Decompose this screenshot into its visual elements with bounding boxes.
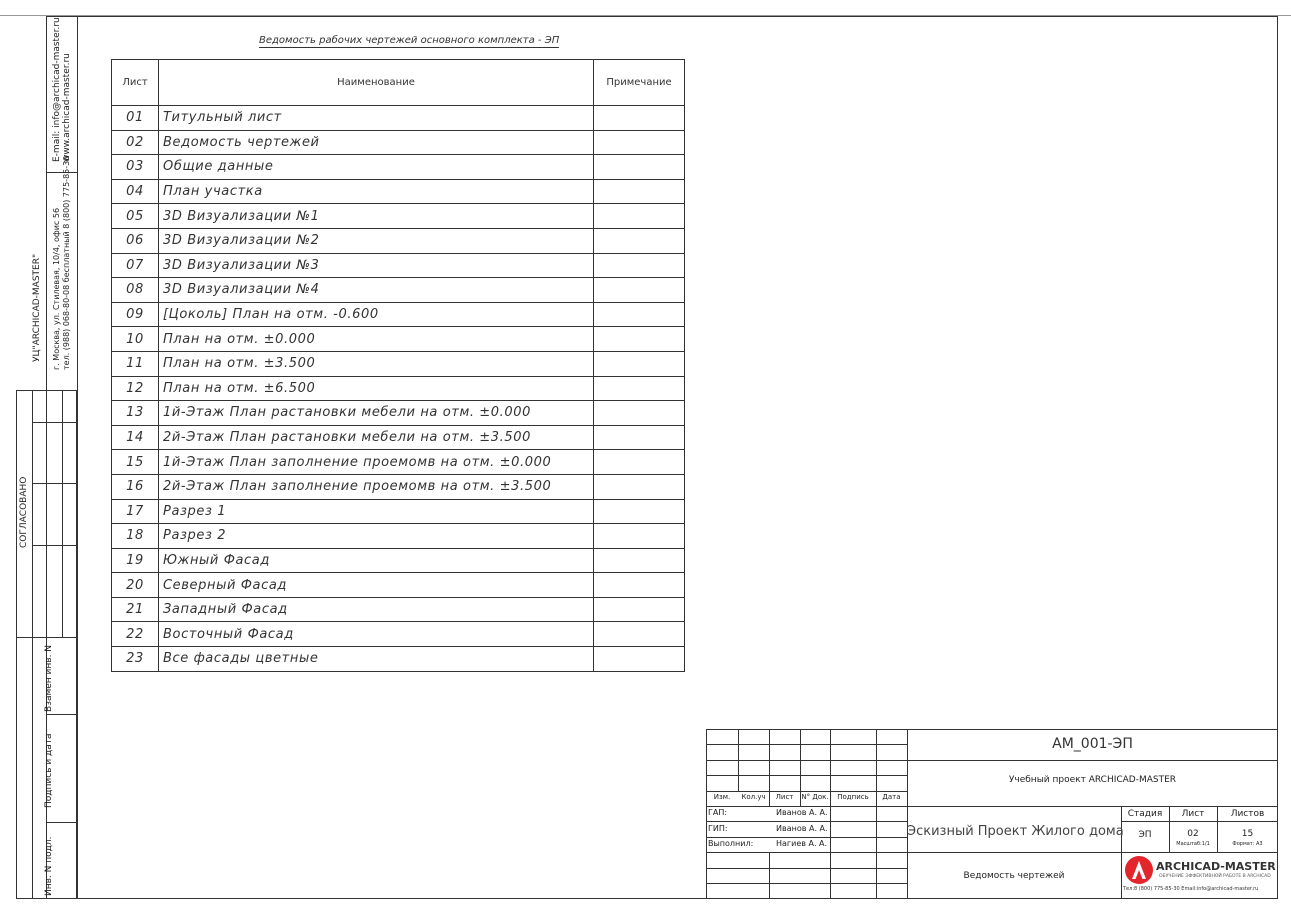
sheet-note-cell	[594, 179, 685, 204]
table-row	[112, 302, 685, 327]
table-row	[112, 401, 685, 426]
table-row	[112, 179, 685, 204]
sheet-note-cell	[594, 499, 685, 524]
table-header-row	[112, 60, 685, 106]
sheet-number-cell: 15	[112, 450, 159, 475]
sheet-name-cell: 2й-Этаж План заполнение проемомв на отм. ±3.500	[159, 474, 594, 499]
table-row	[112, 278, 685, 303]
sheet-name-cell: Разрез 2	[159, 524, 594, 549]
sheet-note-cell	[594, 450, 685, 475]
tb-sheet-label: Лист	[1181, 809, 1205, 819]
sheet-name-cell: 1й-Этаж План растановки мебели на отм. ±0.000	[159, 401, 594, 426]
sheet-number-cell: 04	[112, 179, 159, 204]
sheet-note-cell	[594, 622, 685, 647]
side-agreed: СОГЛАСОВАНО	[19, 476, 29, 548]
sheet-note-cell	[594, 647, 685, 672]
sheet-number-cell: 07	[112, 253, 159, 278]
sheet-name-cell: Западный Фасад	[159, 597, 594, 622]
side-inv-orig: Инв. N подл.	[44, 836, 54, 896]
sheet-number-cell: 19	[112, 548, 159, 573]
tb-name-done: Нагиев А. А.	[776, 839, 828, 848]
table-row	[112, 376, 685, 401]
table-row	[112, 253, 685, 278]
tb-role-gip: ГИП:	[708, 824, 728, 833]
sheet-title: Ведомость рабочих чертежей основного комплекта - ЭП	[259, 35, 560, 46]
side-address: г. Москва, ул. Стилевая, 10/4, офис 56	[52, 207, 61, 370]
tb-name-gip: Иванов А. А.	[776, 824, 828, 833]
title-block	[706, 729, 1278, 899]
tb-name-gap: Иванов А. А.	[776, 808, 828, 817]
table-row	[112, 106, 685, 131]
sheet-number-cell: 12	[112, 376, 159, 401]
side-org: УЦ"ARCHICAD-MASTER"	[32, 253, 42, 362]
sheet-number-cell: 18	[112, 524, 159, 549]
table-row	[112, 499, 685, 524]
brand-logo-icon	[1123, 855, 1155, 885]
sheet-number-cell: 11	[112, 351, 159, 376]
sheet-note-cell	[594, 548, 685, 573]
tb-hdr-ndoc: N° Док.	[801, 793, 829, 801]
sheet-number-cell: 17	[112, 499, 159, 524]
sheet-name-cell: 1й-Этаж План заполнение проемомв на отм. ±0.000	[159, 450, 594, 475]
sheet-name-cell: 2й-Этаж План растановки мебели на отм. ±3.500	[159, 425, 594, 450]
sheet-note-cell	[594, 253, 685, 278]
table-row	[112, 130, 685, 155]
sheet-number-cell: 06	[112, 228, 159, 253]
tb-sheet: 02	[1187, 829, 1199, 839]
col-sheet-header: Лист	[112, 60, 159, 106]
sheet-number-cell: 13	[112, 401, 159, 426]
table-row	[112, 573, 685, 598]
sheet-name-cell: План участка	[159, 179, 594, 204]
sheet-number-cell: 08	[112, 278, 159, 303]
sheet-name-cell: Северный Фасад	[159, 573, 594, 598]
sheet-number-cell: 10	[112, 327, 159, 352]
sheet-note-cell	[594, 597, 685, 622]
sheet-number-cell: 14	[112, 425, 159, 450]
sheet-note-cell	[594, 474, 685, 499]
sheet-name-cell: Все фасады цветные	[159, 647, 594, 672]
sheet-note-cell	[594, 573, 685, 598]
sheet-note-cell	[594, 351, 685, 376]
sheet-note-cell	[594, 302, 685, 327]
sheet-name-cell: План на отм. ±0.000	[159, 327, 594, 352]
sheet-name-cell: Ведомость чертежей	[159, 130, 594, 155]
sheet-name-cell: 3D Визуализации №2	[159, 228, 594, 253]
brand-contacts: Тел:8 (800) 775-85-30 Email:info@archicad-master.ru	[1123, 886, 1259, 892]
sheet-name-cell: План на отм. ±3.500	[159, 351, 594, 376]
side-sign-date: Подпись и дата	[44, 733, 54, 808]
sheet-name-cell: Разрез 1	[159, 499, 594, 524]
sheet-note-cell	[594, 376, 685, 401]
sheet-number-cell: 09	[112, 302, 159, 327]
sheet-name-cell: 3D Визуализации №3	[159, 253, 594, 278]
sheet-name-cell: 3D Визуализации №1	[159, 204, 594, 229]
sheet-note-cell	[594, 155, 685, 180]
table-row	[112, 548, 685, 573]
table-row	[112, 622, 685, 647]
sheet-note-cell	[594, 204, 685, 229]
side-contact-email: E-mail: info@archicad-master.ru	[52, 17, 62, 162]
sheet-name-cell: 3D Визуализации №4	[159, 278, 594, 303]
table-row	[112, 327, 685, 352]
brand-name: ARCHICAD-MASTER	[1156, 860, 1276, 873]
tb-hdr-list: Лист	[775, 793, 794, 801]
tb-hdr-podp: Подпись	[837, 793, 869, 801]
table-row	[112, 647, 685, 672]
tb-sheets: 15	[1241, 829, 1254, 839]
col-note-header: Примечание	[594, 60, 685, 106]
tb-sheet-sub: Масштаб:1/1	[1176, 841, 1210, 847]
table-row	[112, 425, 685, 450]
tb-hdr-izm: Изм.	[713, 793, 731, 801]
brand-logo	[1123, 855, 1278, 895]
side-replace-inv: Взамен инв. N	[44, 644, 54, 712]
sheet-note-cell	[594, 228, 685, 253]
sheet-number-cell: 01	[112, 106, 159, 131]
sheet-number-cell: 02	[112, 130, 159, 155]
sheet-number-cell: 20	[112, 573, 159, 598]
tb-role-done: Выполнил:	[708, 839, 754, 848]
tb-code: АМ_001-ЭП	[1052, 736, 1133, 752]
table-row	[112, 155, 685, 180]
sheet-number-cell: 05	[112, 204, 159, 229]
tb-stage: ЭП	[1138, 830, 1152, 840]
side-contact-web: www.archicad-master.ru	[62, 53, 72, 162]
table-row	[112, 204, 685, 229]
table-row	[112, 474, 685, 499]
sheet-number-cell: 22	[112, 622, 159, 647]
sheet-note-cell	[594, 130, 685, 155]
sheet-note-cell	[594, 278, 685, 303]
tb-hdr-data: Дата	[882, 793, 901, 801]
tb-role-gap: ГАП:	[708, 808, 728, 817]
sheet-number-cell: 21	[112, 597, 159, 622]
table-row	[112, 228, 685, 253]
sheet-note-cell	[594, 106, 685, 131]
sheet-name-cell: [Цоколь] План на отм. -0.600	[159, 302, 594, 327]
sheet-number-cell: 16	[112, 474, 159, 499]
brand-tagline: ОБУЧЕНИЕ ЭФФЕКТИВНОЙ РАБОТЕ В ARCHICAD	[1159, 874, 1271, 879]
tb-stage-label: Стадия	[1127, 809, 1163, 819]
col-name-header: Наименование	[159, 60, 594, 106]
tb-sheet-name: Ведомость чертежей	[963, 871, 1065, 881]
sheet-name-cell: Южный Фасад	[159, 548, 594, 573]
sheet-note-cell	[594, 524, 685, 549]
table-row	[112, 597, 685, 622]
sheet-name-cell: Восточный Фасад	[159, 622, 594, 647]
drawings-register-table	[111, 59, 685, 672]
sheet-name-cell: План на отм. ±6.500	[159, 376, 594, 401]
table-row	[112, 351, 685, 376]
tb-object: Эскизный Проект Жилого дома	[907, 824, 1124, 839]
table-row	[112, 450, 685, 475]
sheet-name-cell: Титульный лист	[159, 106, 594, 131]
tb-hdr-kol: Кол.уч	[741, 793, 766, 801]
side-phone: тел. (988) 068-80-08 бесплатный 8 (800) 775-85-30	[62, 155, 71, 370]
sheet-number-cell: 03	[112, 155, 159, 180]
sheet-note-cell	[594, 425, 685, 450]
sheet-note-cell	[594, 401, 685, 426]
table-row	[112, 524, 685, 549]
sheet-note-cell	[594, 327, 685, 352]
tb-project: Учебный проект ARCHICAD-MASTER	[1008, 775, 1177, 785]
sheet-number-cell: 23	[112, 647, 159, 672]
sheet-name-cell: Общие данные	[159, 155, 594, 180]
tb-sheets-sub: Формат: A3	[1232, 841, 1263, 847]
tb-sheets-label: Листов	[1230, 809, 1265, 819]
